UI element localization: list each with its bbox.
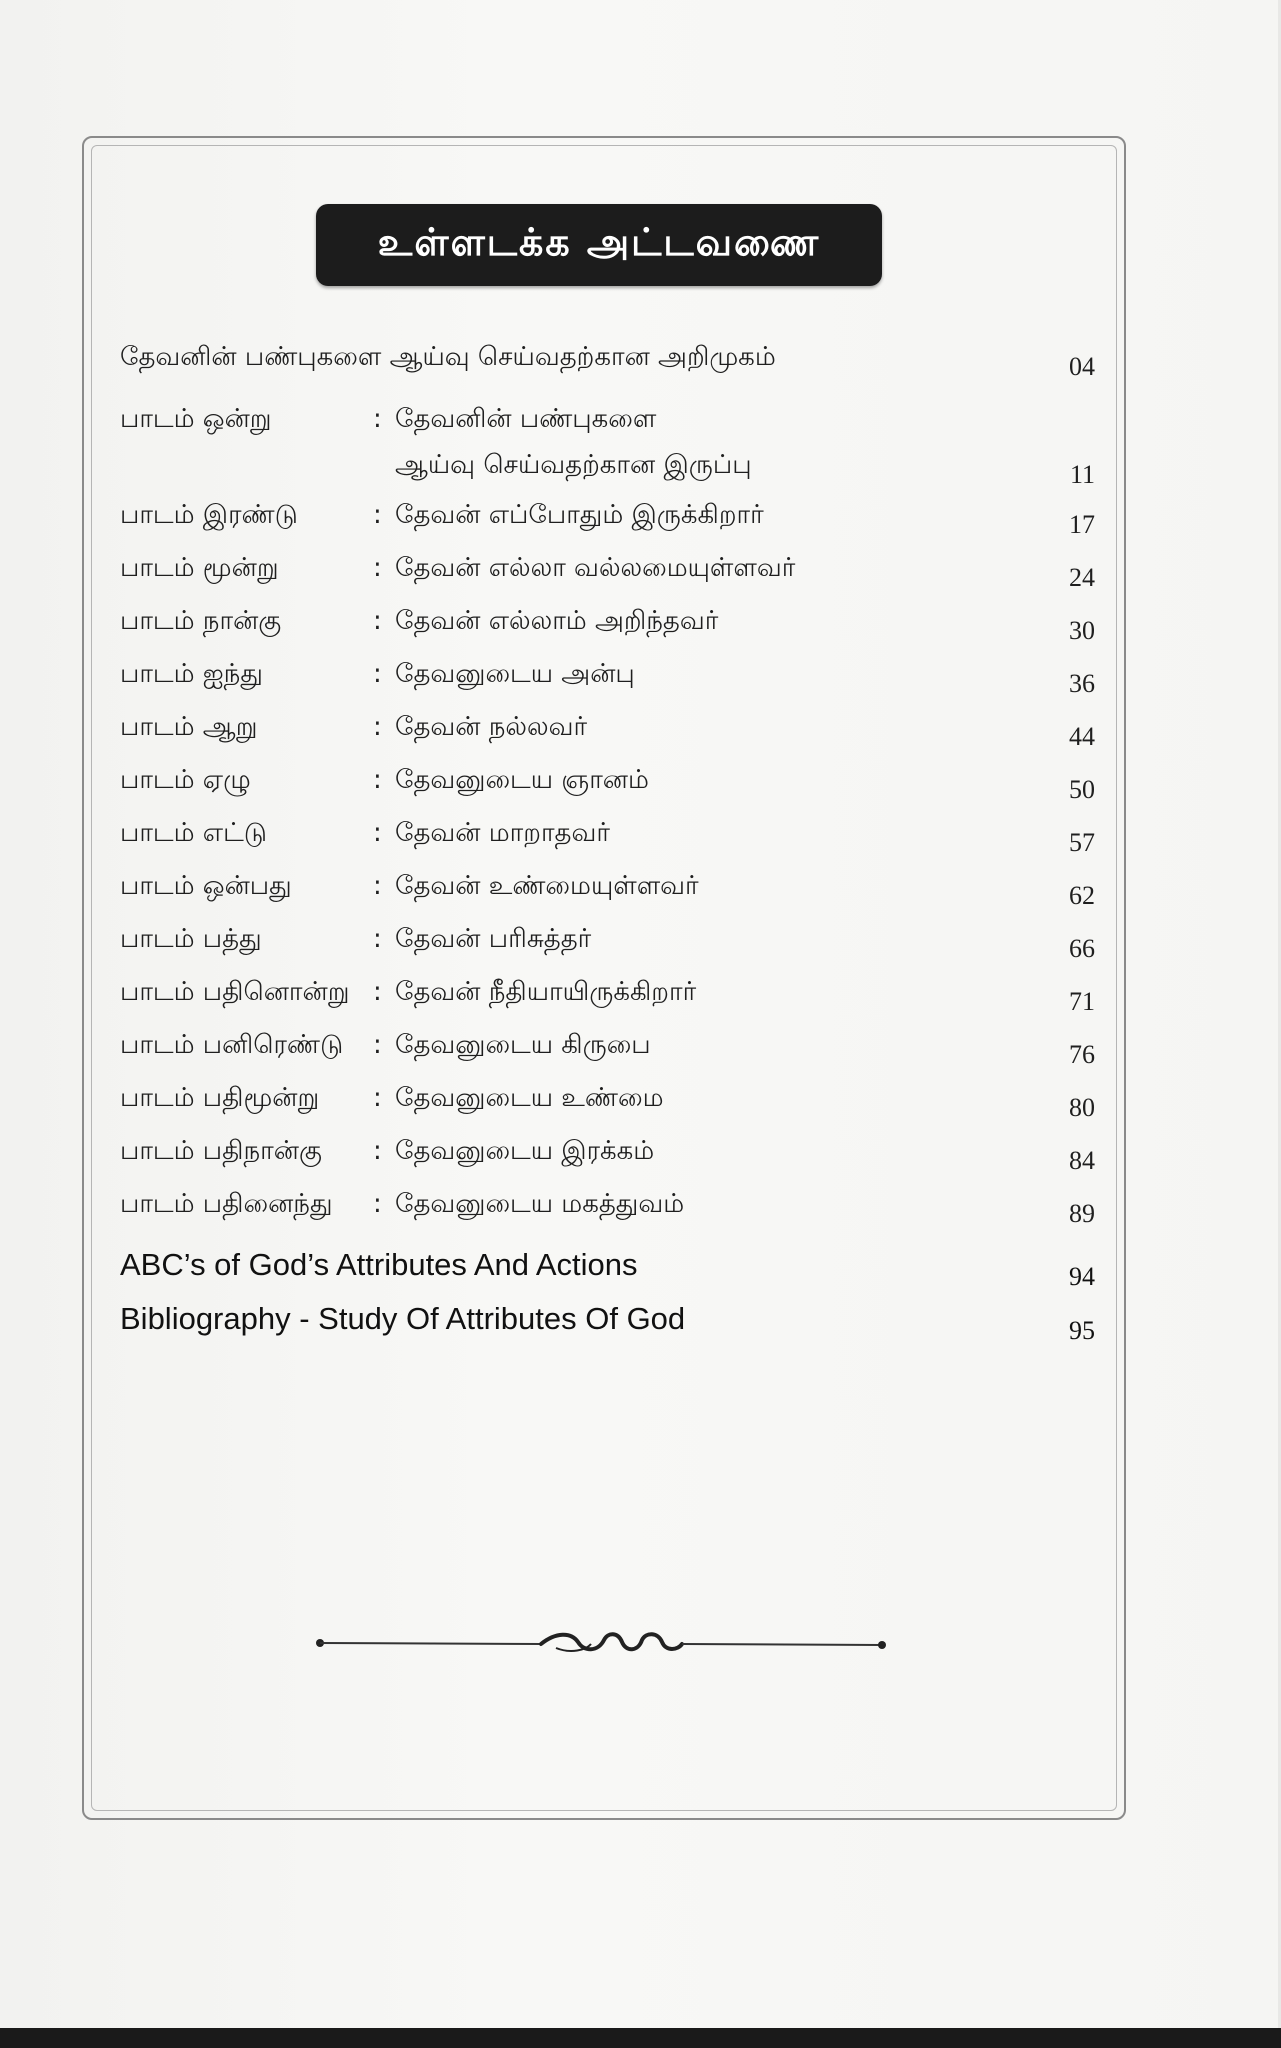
lesson-topic: தேவன் உண்மையுள்ளவர் [395,871,699,901]
lesson-topic: தேவனுடைய அன்பு [395,659,635,689]
lesson-label: பாடம் பத்து [120,924,262,954]
extra-entry-text: Bibliography - Study Of Attributes Of God [120,1301,686,1336]
separator-colon: : [373,712,382,742]
lesson-topic: தேவனின் பண்புகளை [395,404,657,434]
lesson-topic: தேவன் எல்லாம் அறிந்தவர் [395,606,719,636]
page-number: 89 [1069,1199,1095,1228]
page-number: 17 [1069,510,1095,539]
separator-colon: : [373,553,382,583]
lesson-topic: தேவனுடைய மகத்துவம் [395,1189,685,1219]
page-number: 57 [1069,828,1095,857]
page-number: 62 [1069,881,1095,910]
separator-colon: : [373,1136,382,1166]
separator-colon: : [373,1083,382,1113]
page-number: 30 [1069,616,1095,645]
lesson-label: பாடம் ஒன்பது [120,871,292,901]
page-number: 04 [1069,352,1095,381]
lesson-label: பாடம் பதினொன்று [120,977,350,1007]
page-number: 50 [1069,775,1095,804]
lesson-label: பாடம் பதினைந்து [120,1189,333,1219]
lesson-label: பாடம் ஐந்து [120,659,263,689]
separator-colon: : [373,1189,382,1219]
lesson-topic: தேவனுடைய இரக்கம் [395,1136,655,1166]
separator-colon: : [373,977,382,1007]
lesson-topic: தேவனுடைய கிருபை [395,1030,651,1060]
page-number: 80 [1069,1093,1095,1122]
lesson-label: பாடம் பதிமூன்று [120,1083,320,1113]
toc-title-banner [316,204,882,286]
page-number: 36 [1069,669,1095,698]
lesson-topic: தேவன் பரிசுத்தர் [395,924,592,954]
lesson-topic: தேவனுடைய ஞானம் [395,765,649,795]
page-number: 66 [1069,934,1095,963]
separator-colon: : [373,404,382,434]
lesson-label: பாடம் ஆறு [120,712,258,742]
separator-colon: : [373,871,382,901]
lesson-topic: தேவன் மாறாதவர் [395,818,610,848]
lesson-label: பாடம் இரண்டு [120,500,298,530]
lesson-label: பாடம் ஒன்று [120,404,272,434]
separator-colon: : [373,659,382,689]
lesson-topic: தேவன் நீதியாயிருக்கிறார் [395,977,697,1007]
lesson-topic-line-2: ஆய்வு செய்வதற்கான இருப்பு [395,450,752,480]
lesson-topic: தேவன் எப்போதும் இருக்கிறார் [395,500,764,530]
separator-colon: : [373,765,382,795]
lesson-topic: தேவன் நல்லவர் [395,712,588,742]
separator-colon: : [373,1030,382,1060]
separator-colon: : [373,500,382,530]
page-number: 84 [1069,1146,1095,1175]
toc-title: உள்ளடக்க அட்டவணை [377,220,821,264]
separator-colon: : [373,818,382,848]
lesson-label: பாடம் பதிநான்கு [120,1136,322,1166]
page-number: 71 [1069,987,1095,1016]
lesson-label: பாடம் நான்கு [120,606,282,636]
page-number: 44 [1069,722,1095,751]
separator-colon: : [373,924,382,954]
page-number: 76 [1069,1040,1095,1069]
page-number: 24 [1069,563,1095,592]
lesson-topic: தேவனுடைய உண்மை [395,1083,664,1113]
intro-text: தேவனின் பண்புகளை ஆய்வு செய்வதற்கான அறிமுகம் [120,342,776,372]
extra-entry-text: ABC’s of God’s Attributes And Actions [120,1247,638,1282]
lesson-topic: தேவன் எல்லா வல்லமையுள்ளவர் [395,553,796,583]
lesson-label: பாடம் பனிரெண்டு [120,1030,344,1060]
lesson-label: பாடம் எட்டு [120,818,267,848]
page-number: 95 [1069,1316,1095,1345]
page-number: 94 [1069,1262,1095,1291]
separator-colon: : [373,606,382,636]
lesson-label: பாடம் மூன்று [120,553,279,583]
flourish-divider-ornament [316,1628,886,1658]
page-number: 11 [1069,460,1095,489]
lesson-label: பாடம் ஏழு [120,765,251,795]
